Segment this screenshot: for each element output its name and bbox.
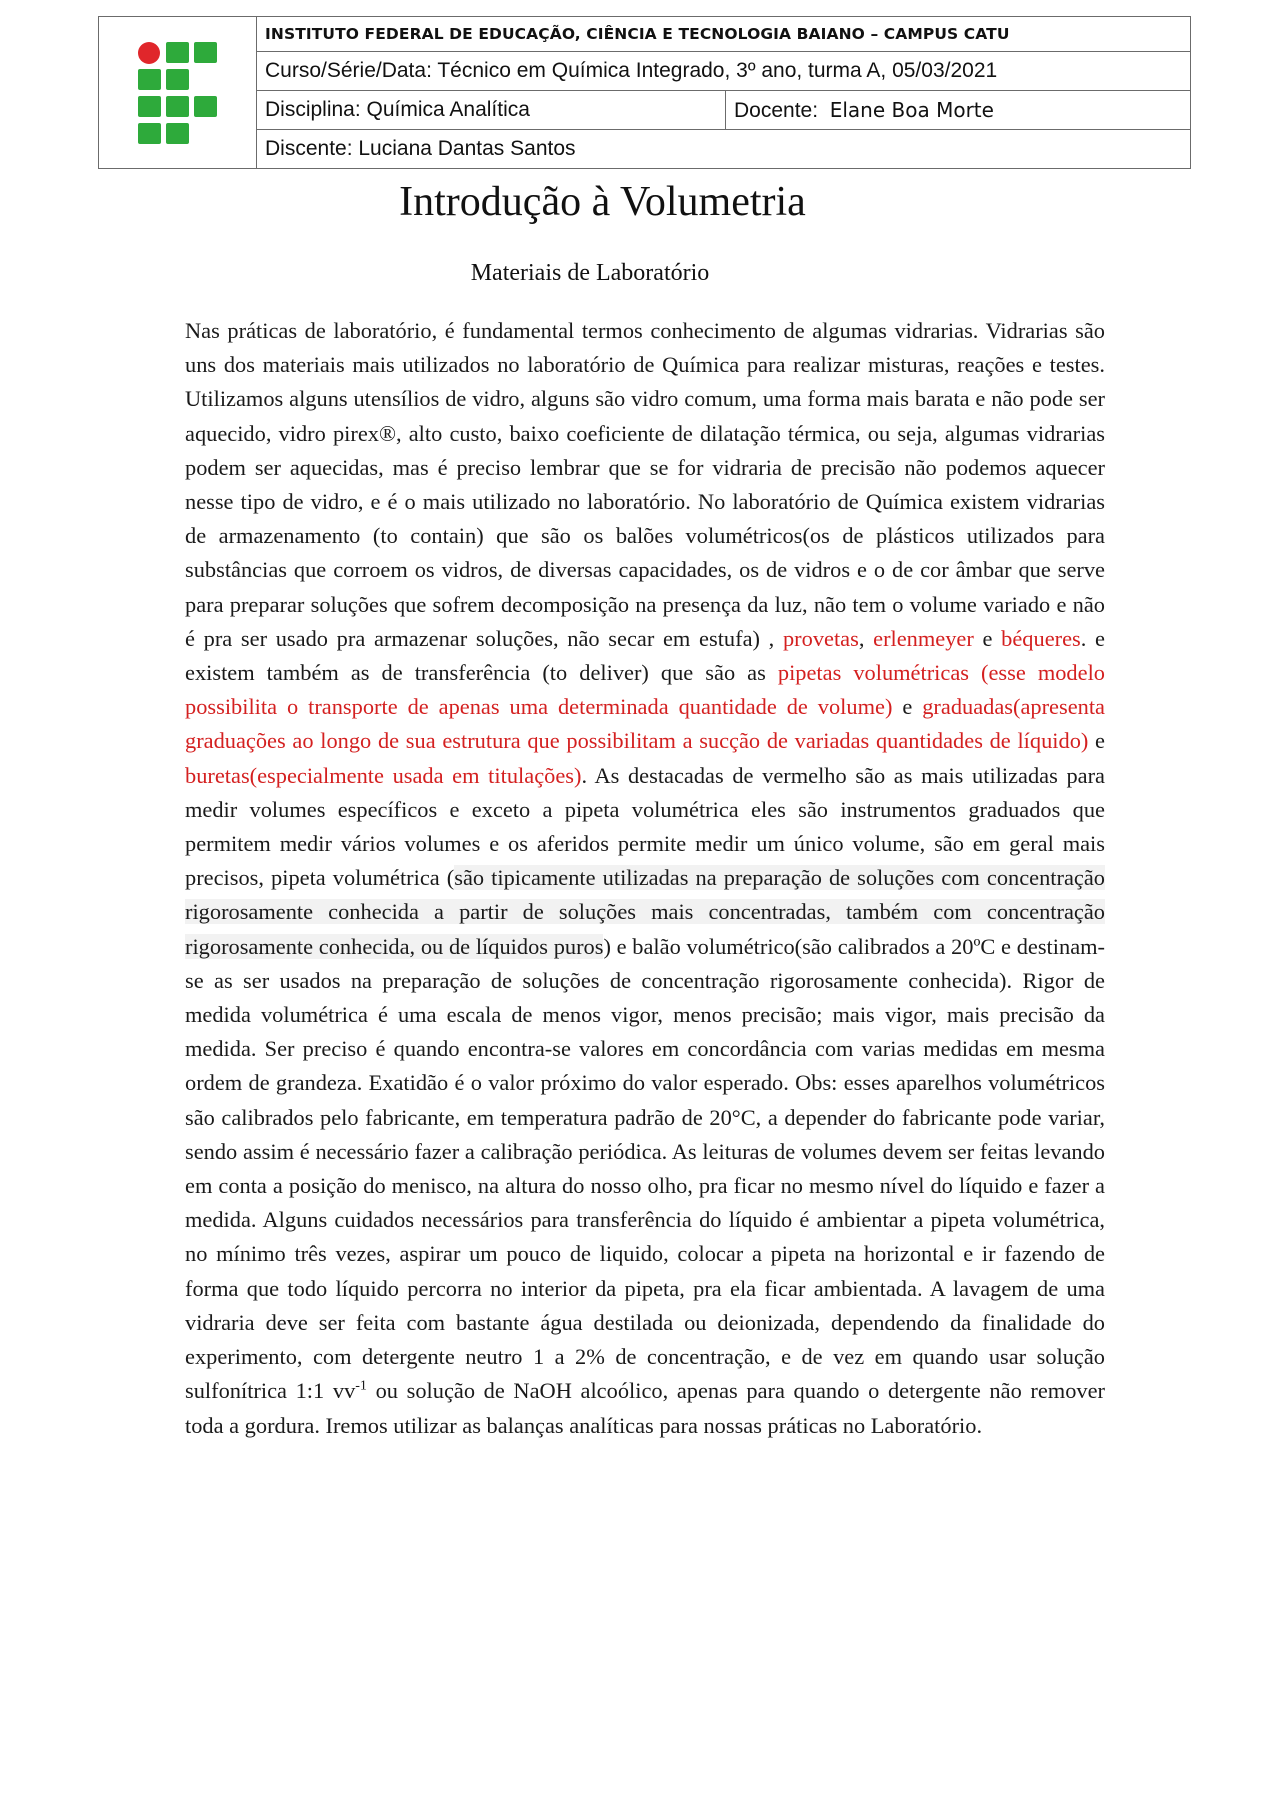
highlight-bequeres: béqueres — [1001, 625, 1081, 651]
highlight-pipetas-volumetricas: pipetas volumétricas (esse modelo possibilita o transporte de apenas uma determinada quantidade de volume) — [185, 660, 1105, 720]
section-subtitle: Materiais de Laboratório — [470, 260, 710, 286]
highlight-buretas: buretas(especialmente usada em titulações) — [185, 762, 582, 788]
institution-name: INSTITUTO FEDERAL DE EDUCAÇÃO, CIÊNCIA E TECNOLOGIA BAIANO – CAMPUS CATU — [257, 17, 1191, 52]
text-segment: Nas práticas de laboratório, é fundamental termos conhecimento de algumas vidrarias. Vidrarias são uns dos materiais mais utilizados no laboratório de Química para realizar misturas, reações e testes. Utilizamos alguns utensílios de vidro, alguns são vidro comum, uma forma mais barata e não pode ser aquecido, vidro pirex®, alto custo, baixo coeficiente de dilatação térmica, ou seja, algumas vidrarias podem ser aquecidas, mas é preciso lembrar que se for vidraria de precisão não podemos aquecer nesse tipo de vidro, e é o mais utilizado no laboratório. No laboratório de Química existem vidrarias de armazenamento (to contain) que são os balões volumétricos(os de plásticos utilizados para substâncias que corroem os vidros, de diversas capacidades, os de vidros e o de cor âmbar que serve para preparar soluções que sofrem decomposição na presença da luz, não tem o volume variado e não é pra ser usado pra armazenar soluções, não secar em estufa) , — [185, 318, 1105, 651]
text-segment: . As destacadas de vermelho são as mais utilizadas para medir volumes específicos e exceto a pipeta volumétrica eles são instrumentos graduados que permitem medir vários volumes e os aferidos permite medir um único volume, são em geral mais precisos, pipeta volumétrica ( — [185, 762, 1105, 891]
text-segment: , — [858, 625, 874, 651]
shaded-text-segment: são tipicamente utilizadas na preparação de soluções com concentração rigorosamente conhecida a partir de soluções mais concentradas, também com concentração rigorosamente conhecida, ou de líquidos puros — [185, 865, 1105, 959]
body-paragraph — [185, 314, 1105, 1443]
text-segment: ) e balão volumétrico(são calibrados a 20ºC e destinam-se as ser usados na preparação de soluções de concentração rigorosamente conhecida). Rigor de medida volumétrica é uma escala de menos vigor, menos precisão; mais vigor, mais precisão da medida. Ser preciso é quando encontra-se valores em concordância com varias medidas em mesma ordem de grandeza. Exatidão é o valor próximo do valor esperado. Obs: esses aparelhos volumétricos são calibrados pelo fabricante, em temperatura padrão de 20°C, a depender do fabricante pode variar, sendo assim é necessário fazer a calibração periódica. As leituras de volumes devem ser feitas levando em conta a posição do menisco, na altura do nosso olho, pra ficar no mesmo nível do líquido e fazer a medida. Alguns cuidados necessários para transferência do líquido é ambientar a pipeta volumétrica, no mínimo três vezes, aspirar um pouco de liquido, colocar a pipeta na horizontal e ir fazendo de forma que todo líquido percorra no interior da pipeta, pra ela ficar ambientada. A lavagem de uma vidraria deve ser feita com bastante água destilada ou deionizada, dependendo da finalidade do experimento, com detergente neutro 1 a 2% de concentração, e de vez em quando usar solução sulfonítrica 1:1 vv — [185, 933, 1106, 1404]
text-segment: e — [973, 625, 1002, 651]
text-segment: e — [1088, 728, 1105, 754]
if-baiano-logo-icon — [137, 41, 219, 145]
discipline-info: Disciplina: Química Analítica — [257, 91, 726, 130]
highlight-graduadas: graduadas(apresenta graduações ao longo de sua estrutura que possibilitam a sucção de variadas quantidades de líquido) — [185, 694, 1105, 754]
superscript: -1 — [355, 1378, 367, 1394]
highlight-provetas: provetas — [782, 625, 859, 651]
teacher-label: Docente: — [734, 98, 819, 122]
header-table — [98, 16, 1191, 169]
teacher-info — [726, 91, 1191, 130]
student-info: Discente: Luciana Dantas Santos — [257, 130, 1191, 169]
text-segment: . e existem também as de transferência (to deliver) que são as — [185, 625, 1105, 686]
course-info: Curso/Série/Data: Técnico em Química Integrado, 3º ano, turma A, 05/03/2021 — [257, 52, 1191, 91]
text-segment: e — [892, 694, 923, 720]
page-title: Introdução à Volumetria — [399, 179, 806, 225]
text-segment: ou solução de NaOH alcoólico, apenas para quando o detergente não remover toda a gordura. Iremos utilizar as balanças analíticas para nossas práticas no Laboratório. — [185, 1378, 1105, 1438]
logo-cell — [99, 17, 257, 169]
teacher-name: Elane Boa Morte — [829, 97, 994, 122]
highlight-erlenmeyer: erlenmeyer — [873, 625, 974, 651]
